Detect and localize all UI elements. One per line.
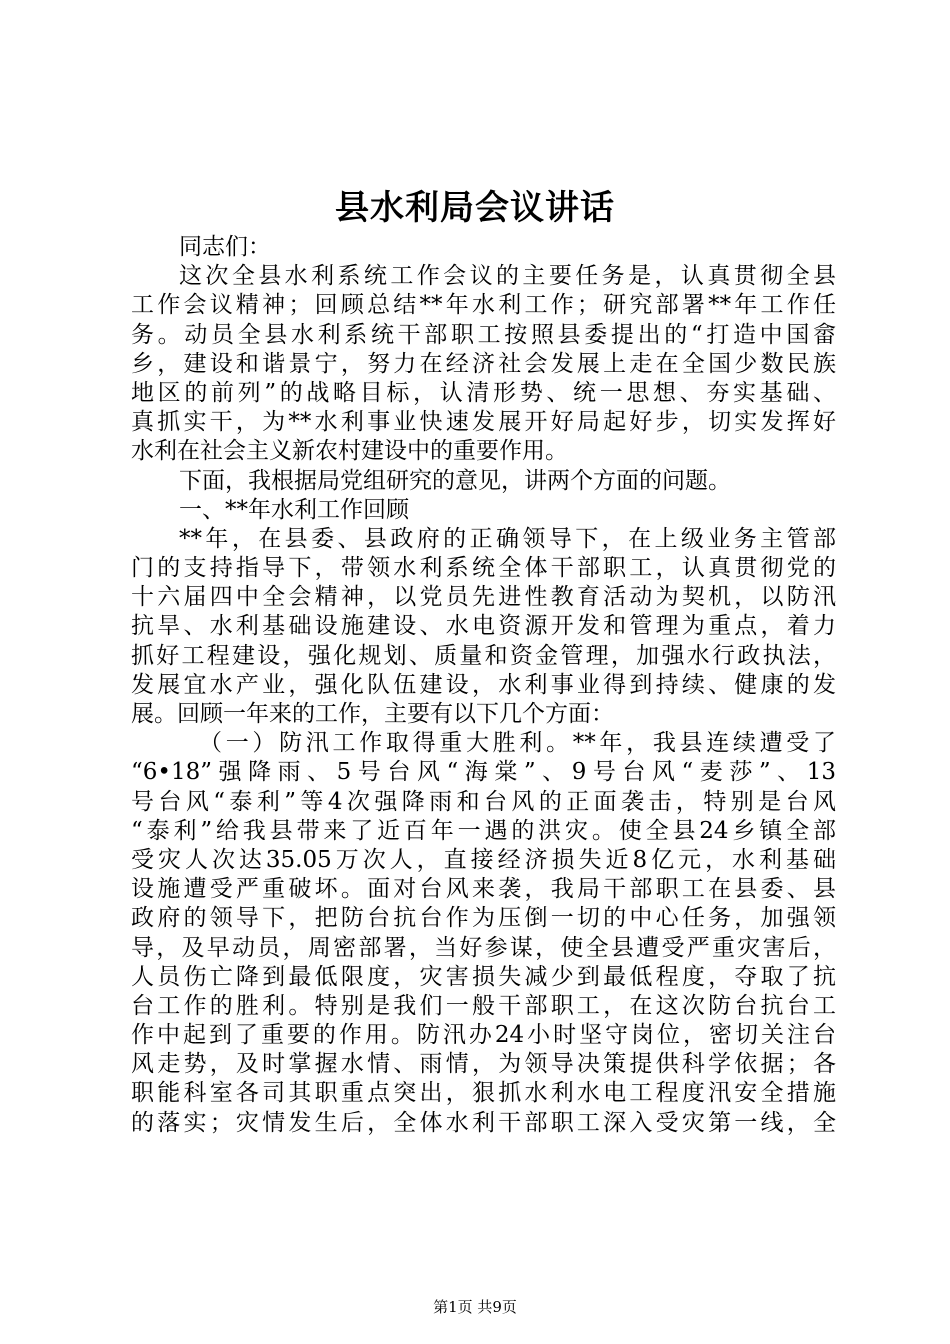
text-line: 十六届四中全会精神，以党员先进性教育活动为契机，以防汛 (131, 584, 836, 611)
text-line: 这次全县水利系统工作会议的主要任务是，认真贯彻全县 (179, 263, 836, 290)
text-line: 工作会议精神；回顾总结**年水利工作；研究部署**年工作任 (131, 292, 836, 319)
text-line: 受灾人次达35.05万次人，直接经济损失近8亿元，水利基础 (131, 846, 836, 873)
text-line: 务。动员全县水利系统干部职工按照县委提出的“打造中国畲 (131, 321, 836, 348)
text-line: 抗旱、水利基础设施建设、水电资源开发和管理为重点，着力 (131, 613, 836, 640)
text-line: 设施遭受严重破坏。面对台风来袭，我局干部职工在县委、县 (131, 876, 836, 903)
text-line: 导，及早动员，周密部署，当好参谋，使全县遭受严重灾害后， (131, 934, 836, 961)
text-line: 乡，建设和谐景宁，努力在经济社会发展上走在全国少数民族 (131, 350, 836, 377)
text-line: 人员伤亡降到最低限度，灾害损失减少到最低程度，夺取了抗 (131, 963, 836, 990)
text-line: 真抓实干，为**水利事业快速发展开好局起好步，切实发挥好 (131, 409, 836, 436)
text-line: 下面，我根据局党组研究的意见，讲两个方面的问题。 (179, 467, 731, 494)
text-line: 门的支持指导下，带领水利系统全体干部职工，认真贯彻党的 (131, 555, 836, 582)
text-line: 作中起到了重要的作用。防汛办24小时坚守岗位，密切关注台 (131, 1022, 836, 1049)
text-line: 发展宜水产业，强化队伍建设，水利事业得到持续、健康的发 (131, 671, 836, 698)
subsection-heading: （一）防汛工作取得重大胜利。**年，我县连续遭受了 (199, 730, 836, 757)
text-line: 抓好工程建设，强化规划、质量和资金管理，加强水行政执法， (131, 642, 836, 669)
text-line: “泰利”给我县带来了近百年一遇的洪灾。使全县24乡镇全部 (131, 817, 836, 844)
text-line: **年，在县委、县政府的正确领导下，在上级业务主管部 (179, 525, 836, 552)
text-line: 政府的领导下，把防台抗台作为压倒一切的中心任务，加强领 (131, 905, 836, 932)
document-body (131, 233, 836, 1138)
text-line: 职能科室各司其职重点突出，狠抓水利水电工程度汛安全措施 (131, 1080, 836, 1107)
text-line: 号台风“泰利”等4次强降雨和台风的正面袭击，特别是台风 (131, 788, 836, 815)
text-line: 的落实；灾情发生后，全体水利干部职工深入受灾第一线，全 (131, 1109, 836, 1136)
text-line: 展。回顾一年来的工作，主要有以下几个方面： (131, 701, 614, 727)
text-line: “6•18”强降雨、5号台风“海棠”、9号台风“麦莎”、13 (131, 759, 836, 786)
section-heading: 一、**年水利工作回顾 (179, 496, 409, 523)
text-line: 风走势，及时掌握水情、雨情，为领导决策提供科学依据；各 (131, 1051, 836, 1078)
document-title: 县水利局会议讲话 (335, 188, 615, 228)
page-footer: 第1页 共9页 (433, 1298, 517, 1316)
text-line: 水利在社会主义新农村建设中的重要作用。 (131, 438, 568, 465)
text-line: 台工作的胜利。特别是我们一般干部职工，在这次防台抗台工 (131, 992, 836, 1019)
text-line: 地区的前列”的战略目标，认清形势、统一思想、夯实基础、 (131, 379, 836, 406)
salutation-line: 同志们： (179, 234, 271, 260)
